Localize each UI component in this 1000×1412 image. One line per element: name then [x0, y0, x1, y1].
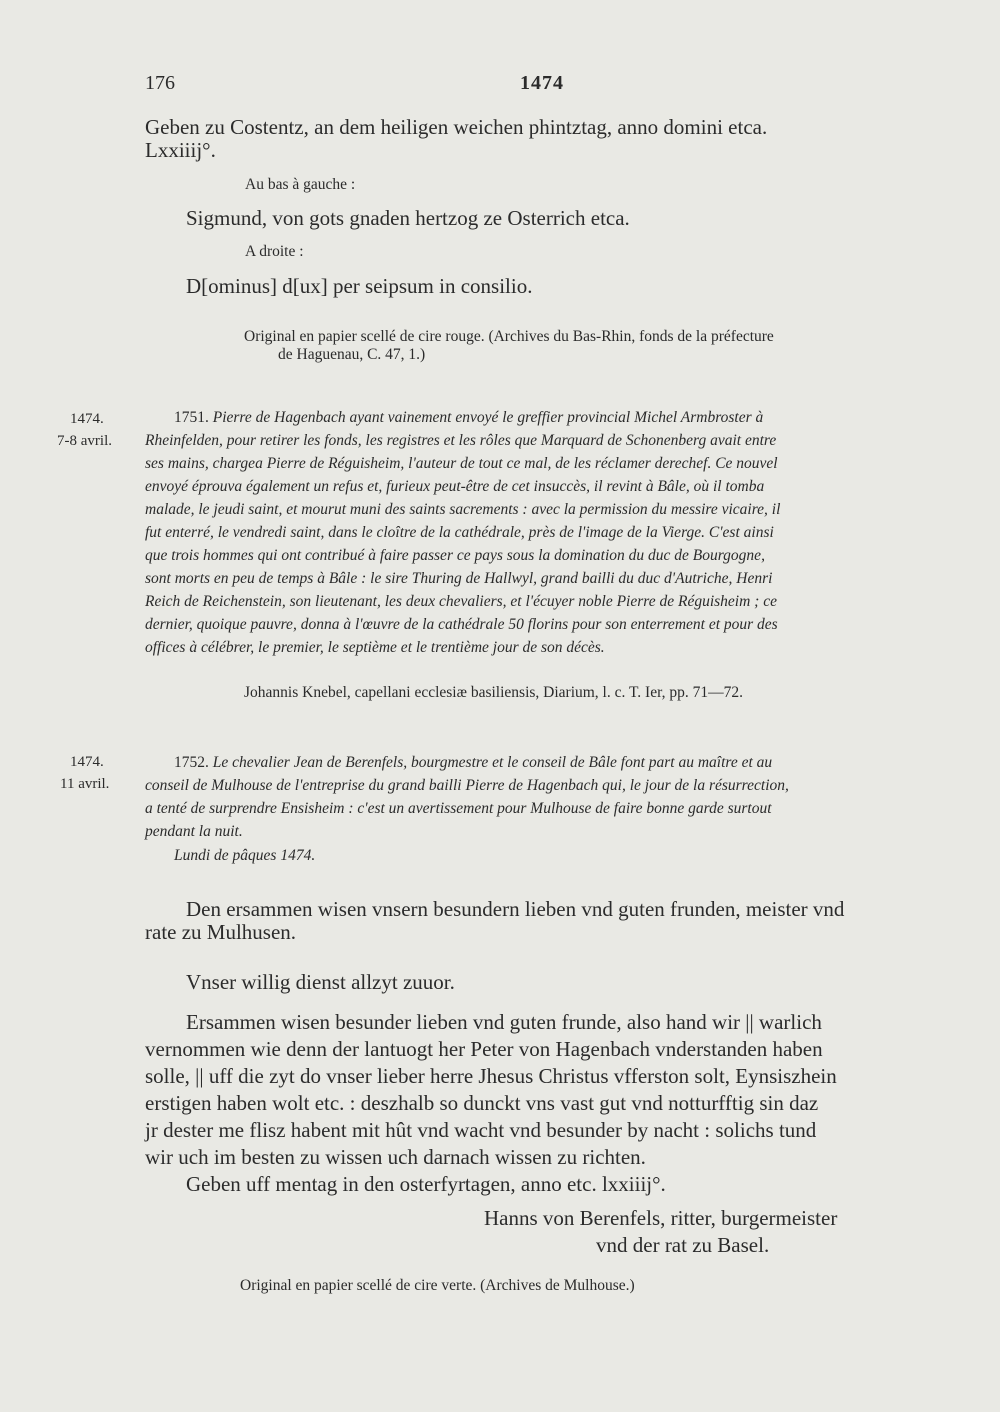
- letter-body-line: vernommen wie denn der lantuogt her Peter von Hagenbach vnderstanden haben: [145, 1037, 823, 1061]
- entry-1751-source: Johannis Knebel, capellani ecclesiæ basiliensis, Diarium, l. c. T. Ier, pp. 71—72.: [244, 684, 743, 701]
- entry-1751-summary-line: envoyé éprouva également un refus et, furieux peut-être de cet insuccès, il revint à Bâle, où il tomba: [145, 478, 765, 495]
- label-right: A droite :: [245, 243, 304, 260]
- signature-sigmund: Sigmund, von gots gnaden hertzog ze Osterrich etca.: [186, 206, 630, 230]
- closing-line-2: Lxxiiij°.: [145, 138, 216, 162]
- closing-line-1: Geben zu Costentz, an dem heiligen weichen phintztag, anno domini etca.: [145, 115, 768, 139]
- entry-1751-first-line: [174, 409, 763, 427]
- entry-1751-summary-line: malade, le jeudi saint, et mourut muni des saints sacrements : avec la permission du messire vicaire, il: [145, 501, 781, 518]
- entry-1751-summary-line: que trois hommes qui ont contribué à faire passer ce pays sous la domination du duc de Bourgogne,: [145, 547, 765, 564]
- entry-1752-source: Original en papier scellé de cire verte. (Archives de Mulhouse.): [240, 1277, 635, 1294]
- letter-signature-line-1: Hanns von Berenfels, ritter, burgermeister: [484, 1206, 838, 1230]
- entry-1751-summary-line: fut enterré, le vendredi saint, dans le cloître de la cathédrale, près de l'image de la Vierge. C'est ainsi: [145, 524, 774, 541]
- entry-1751-summary-line: offices à célébrer, le premier, le septième et le trentième jour de son décès.: [145, 639, 605, 656]
- entry-1751-summary-line: ses mains, chargea Pierre de Réguisheim, l'auteur de tout ce mal, de les réclamer derechef. Ce nouvel: [145, 455, 778, 472]
- entry-1752-number: 1752.: [174, 754, 209, 771]
- letter-closing: Geben uff mentag in den osterfyrtagen, anno etc. lxxiiij°.: [186, 1172, 666, 1196]
- source-1750-line-2: de Haguenau, C. 47, 1.): [278, 346, 426, 363]
- letter-body-line: Ersammen wisen besunder lieben vnd guten frunde, also hand wir || warlich: [186, 1010, 822, 1034]
- entry-1751-summary-line: dernier, quoique pauvre, donna à l'œuvre de la cathédrale 50 florins pour son enterrement et pour des: [145, 616, 778, 633]
- letter-body-line: wir uch im besten zu wissen uch darnach wissen zu richten.: [145, 1145, 646, 1169]
- letter-body-line: erstigen haben wolt etc. : deszhalb so dunckt vns vast gut vnd notturfftig sin daz: [145, 1091, 819, 1115]
- entry-1752-summary-line: pendant la nuit.: [145, 823, 243, 840]
- label-bottom-left: Au bas à gauche :: [245, 176, 356, 193]
- source-1750-line-1: Original en papier scellé de cire rouge. (Archives du Bas-Rhin, fonds de la préfecture: [244, 328, 774, 345]
- entry-1752-date-line: Lundi de pâques 1474.: [174, 847, 316, 864]
- entry-1752-summary-line: a tenté de surprendre Ensisheim : c'est un avertissement pour Mulhouse de faire bonne garde surtout: [145, 800, 772, 817]
- entry-1751-summary-line: Pierre de Hagenbach ayant vainement envoyé le greffier provincial Michel Armbroster à: [212, 409, 764, 426]
- letter-signature-line-2: vnd der rat zu Basel.: [596, 1233, 770, 1257]
- address-line-1: Den ersammen wisen vnsern besundern lieben vnd guten frunden, meister vnd: [186, 897, 845, 921]
- page-year-title: 1474: [520, 72, 564, 94]
- letter-body-line: jr dester me flisz habent mit hût vnd wacht vnd besunder by nacht : solichs tund: [145, 1118, 817, 1142]
- entry-1751-summary-line: Rheinfelden, pour retirer les fonds, les registres et les rôles que Marquard de Schonenberg avait entre: [145, 432, 777, 449]
- address-line-2: rate zu Mulhusen.: [145, 920, 297, 944]
- entry-1752-first-line: [174, 754, 772, 772]
- signature-dominus: D[ominus] d[ux] per seipsum in consilio.: [186, 274, 533, 298]
- entry-1751-number: 1751.: [174, 409, 209, 426]
- entry-1752-margin-year: 1474.: [70, 754, 104, 770]
- letter-body-line: solle, || uff die zyt do vnser lieber herre Jhesus Christus vfferston solt, Eynsiszhein: [145, 1064, 837, 1088]
- entry-1752-margin-date: 11 avril.: [60, 776, 110, 792]
- entry-1752-summary-line: Le chevalier Jean de Berenfels, bourgmestre et le conseil de Bâle font part au maître et au: [212, 754, 773, 771]
- letter-greeting: Vnser willig dienst allzyt zuuor.: [186, 970, 455, 994]
- entry-1751-margin-year: 1474.: [70, 411, 104, 427]
- entry-1752-summary-line: conseil de Mulhouse de l'entreprise du grand bailli Pierre de Hagenbach qui, le jour de la résurrection,: [145, 777, 789, 794]
- page-number: 176: [145, 72, 175, 94]
- entry-1751-summary-line: sont morts en peu de temps à Bâle : le sire Thuring de Hallwyl, grand bailli du duc d'Autriche, Henri: [145, 570, 773, 587]
- entry-1751-margin-date: 7-8 avril.: [57, 433, 112, 449]
- entry-1751-summary-line: Reich de Reichenstein, son lieutenant, les deux chevaliers, et l'écuyer noble Pierre de Réguisheim ; ce: [145, 593, 777, 610]
